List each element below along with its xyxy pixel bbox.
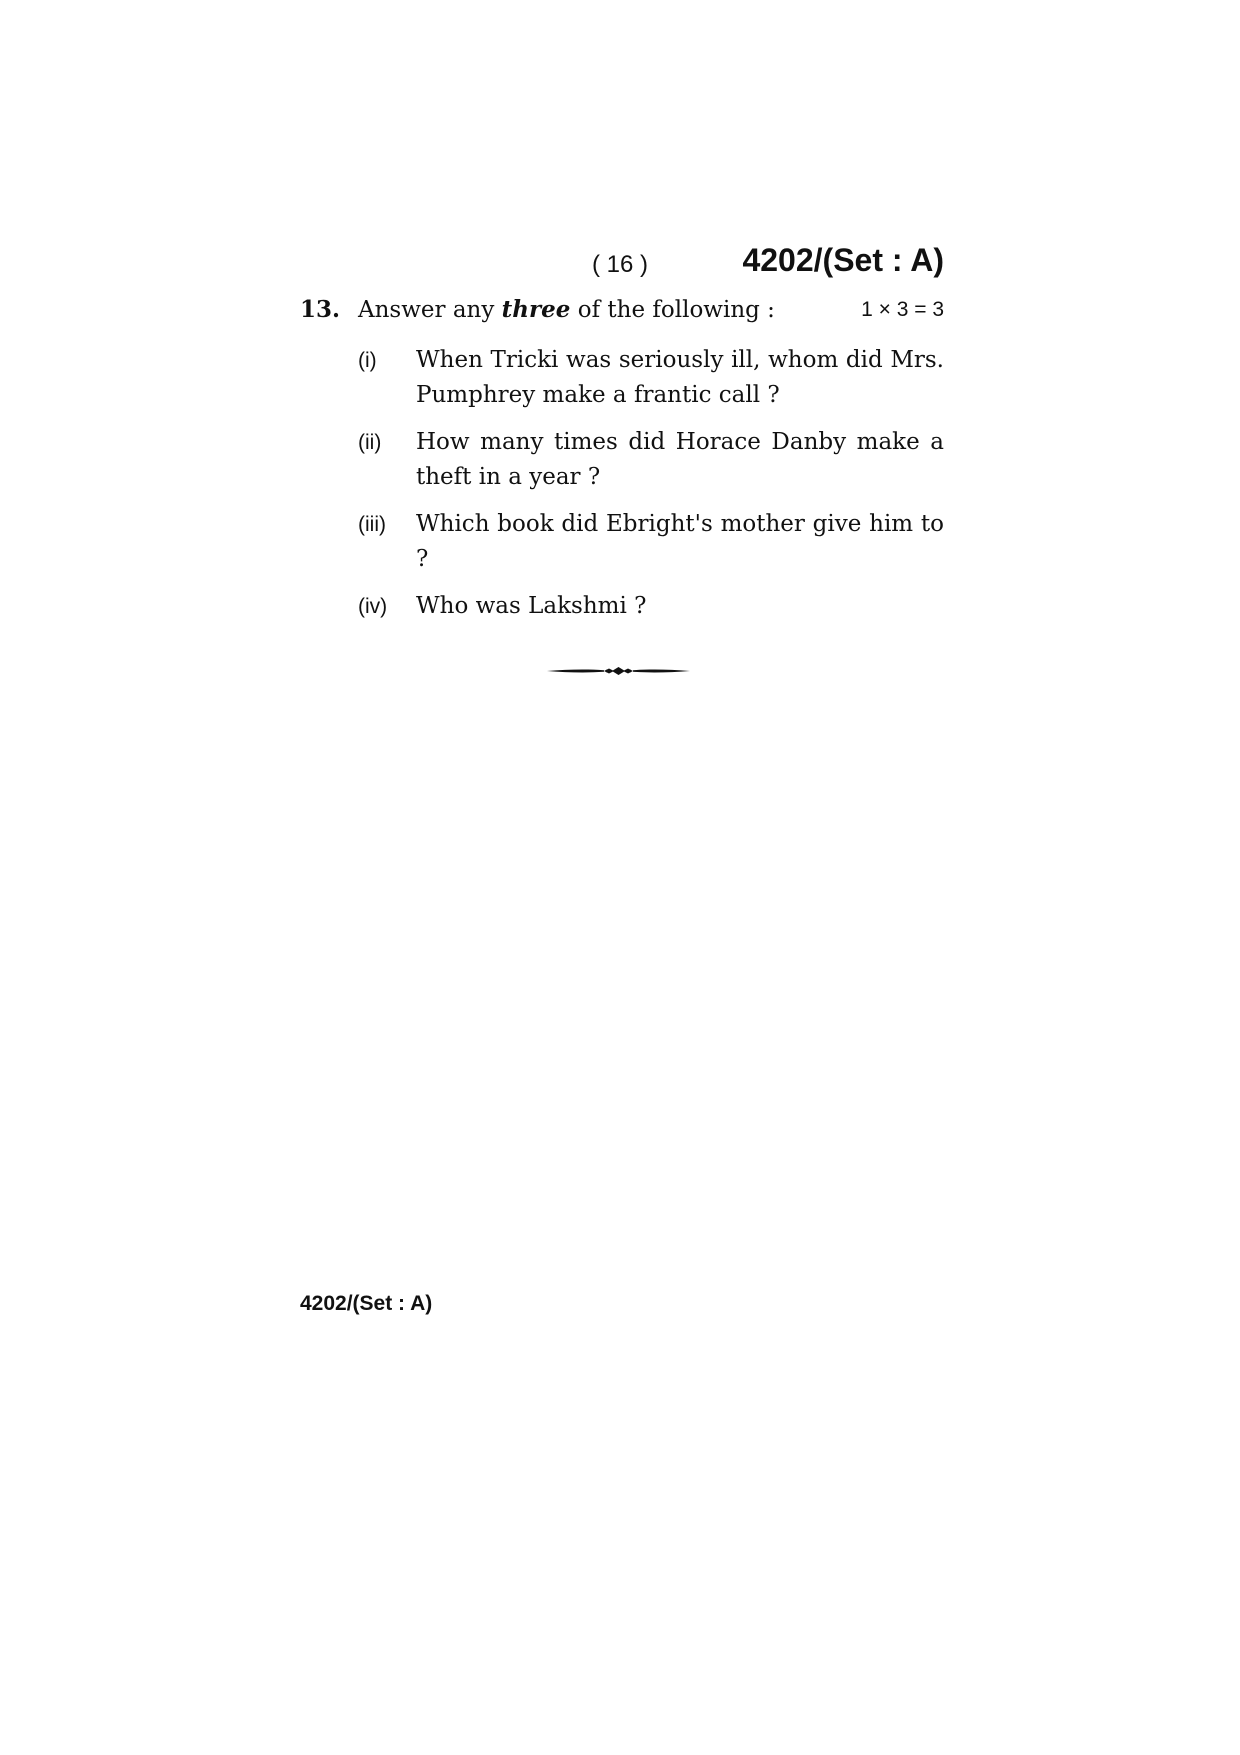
sub-question-i [358, 343, 944, 413]
paper-code-header: 4202/(Set : A) [742, 242, 944, 278]
question-13 [300, 296, 944, 332]
question-prompt [358, 296, 775, 323]
prompt-lead-text: Answer any [358, 297, 502, 323]
prompt-trail-text: of the following : [570, 297, 775, 323]
sub-question-iv [358, 589, 944, 624]
prompt-emphasis: three [501, 296, 571, 323]
sub-question-text: When Tricki was seriously ill, whom did Mrs. Pumphrey make a frantic call ? [416, 347, 944, 408]
page-number: ( 16 ) [592, 251, 649, 278]
sub-question-text: How many times did Horace Danby make a theft in a year ? [416, 429, 944, 490]
question-marks: 1 × 3 = 3 [861, 298, 944, 321]
sub-question-ii [358, 425, 944, 495]
paper-code-footer: 4202/(Set : A) [300, 1292, 433, 1315]
sub-question-text: Who was Lakshmi ? [416, 593, 647, 619]
sub-question-text: Which book did Ebright's mother give him to ? [416, 511, 944, 572]
end-of-paper-flourish-icon [546, 663, 691, 679]
question-number: 13. [300, 296, 341, 323]
sub-question-label: (ii) [358, 431, 382, 454]
sub-question-list [358, 343, 944, 636]
sub-question-label: (i) [358, 349, 377, 372]
sub-question-label: (iv) [358, 595, 388, 618]
sub-question-label: (iii) [358, 513, 386, 536]
sub-question-iii [358, 507, 944, 577]
